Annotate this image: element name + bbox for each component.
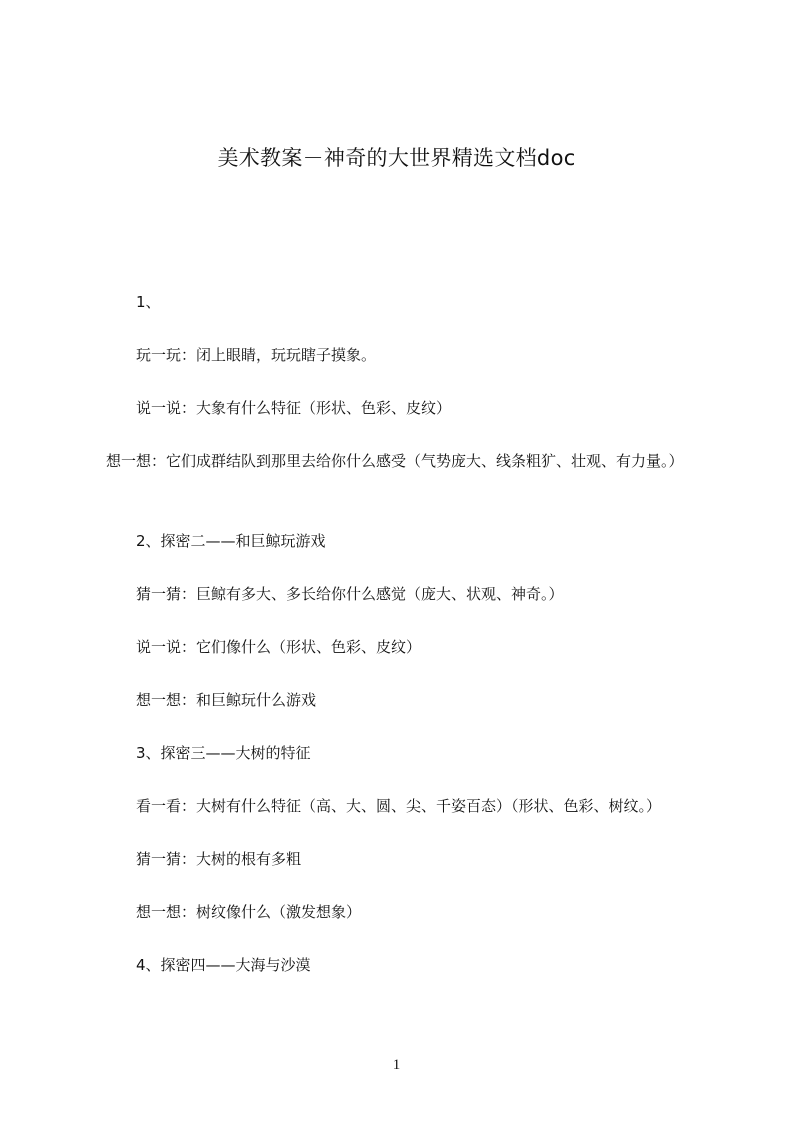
paragraph-section-3: 3、探密三——大树的特征 xyxy=(136,744,311,762)
paragraph-play: 玩一玩：闭上眼睛，玩玩瞎子摸象。 xyxy=(136,346,377,364)
paragraph-say-whale: 说一说：它们像什么（形状、色彩、皮纹） xyxy=(136,638,422,656)
paragraph-guess-whale: 猜一猜：巨鲸有多大、多长给你什么感觉（庞大、状观、神奇。） xyxy=(136,585,564,603)
page-title: 美术教案－神奇的大世界精选文档doc xyxy=(217,146,576,170)
paragraph-guess-tree: 猜一猜：大树的根有多粗 xyxy=(136,850,302,868)
paragraph-think-tree: 想一想：树纹像什么（激发想象） xyxy=(136,903,362,921)
paragraph-section-2: 2、探密二——和巨鲸玩游戏 xyxy=(136,532,326,550)
paragraph-look-tree: 看一看：大树有什么特征（高、大、圆、尖、千姿百态）（形状、色彩、树纹。） xyxy=(136,797,662,815)
paragraph-say-elephant: 说一说：大象有什么特征（形状、色彩、皮纹） xyxy=(136,399,452,417)
paragraph-section-4: 4、探密四——大海与沙漠 xyxy=(136,956,311,974)
paragraph-item-1: 1、 xyxy=(136,293,161,311)
page-number: 1 xyxy=(392,1057,401,1073)
paragraph-think-whale: 想一想：和巨鲸玩什么游戏 xyxy=(136,691,317,709)
paragraph-think-elephant: 想一想：它们成群结队到那里去给你什么感受（气势庞大、线条粗犷、壮观、有力量。） xyxy=(106,452,684,470)
